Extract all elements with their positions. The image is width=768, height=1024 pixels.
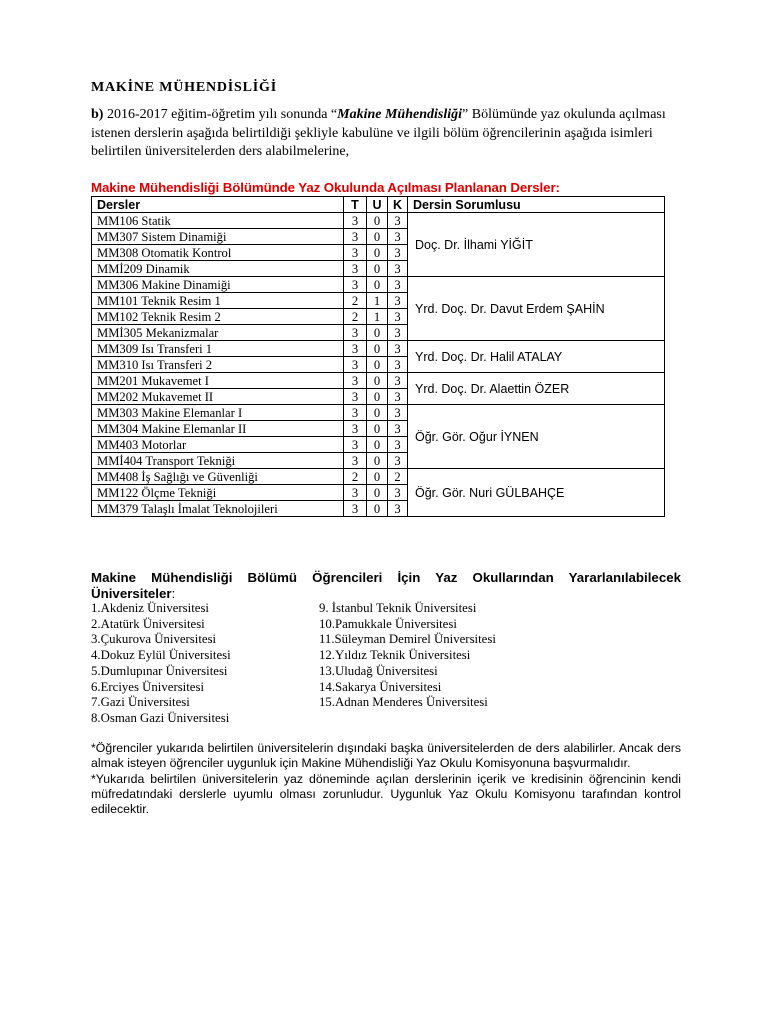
course-t: 3 [344, 229, 367, 245]
document-title: MAKİNE MÜHENDİSLİĞİ [91, 80, 277, 95]
course-u: 0 [367, 437, 388, 453]
list-item: 15.Adnan Menderes Üniversitesi [319, 695, 488, 710]
course-t: 2 [344, 469, 367, 485]
course-t: 3 [344, 357, 367, 373]
list-item: 5.Dumlupınar Üniversitesi [91, 663, 228, 678]
course-u: 0 [367, 341, 388, 357]
universities-heading-colon: : [171, 586, 176, 601]
instructor-cell: Öğr. Gör. Oğur İYNEN [408, 405, 665, 469]
course-name: MM101 Teknik Resim 1 [92, 293, 344, 309]
course-name: MM304 Makine Elemanlar II [92, 421, 344, 437]
course-name: MM202 Mukavemet II [92, 389, 344, 405]
course-name: MM379 Talaşlı İmalat Teknolojileri [92, 501, 344, 517]
header-instructor: Dersin Sorumlusu [408, 197, 665, 213]
course-name: MM309 Isı Transferi 1 [92, 341, 344, 357]
universities-heading-line1: Makine Mühendisliği Bölümü Öğrencileri İçin Yaz Okullarından Yararlanılabilecek [91, 570, 681, 585]
courses-table [91, 196, 665, 517]
course-u: 0 [367, 261, 388, 277]
course-t: 2 [344, 293, 367, 309]
universities-heading-line2 [91, 586, 681, 602]
course-k: 3 [388, 277, 408, 293]
notes-section [91, 741, 681, 817]
course-u: 0 [367, 469, 388, 485]
course-t: 3 [344, 437, 367, 453]
course-t: 3 [344, 341, 367, 357]
course-t: 3 [344, 389, 367, 405]
list-item: 6.Erciyes Üniversitesi [91, 679, 205, 694]
list-item: 1.Akdeniz Üniversitesi [91, 601, 209, 615]
table-row [92, 405, 665, 421]
course-t: 3 [344, 421, 367, 437]
course-u: 0 [367, 325, 388, 341]
course-k: 3 [388, 245, 408, 261]
universities-list-left [91, 601, 231, 727]
course-u: 1 [367, 309, 388, 325]
courses-heading: Makine Mühendisliği Bölümünde Yaz Okulunda Açılması Planlanan Dersler: [91, 180, 560, 195]
course-t: 3 [344, 277, 367, 293]
course-name: MM403 Motorlar [92, 437, 344, 453]
course-t: 3 [344, 213, 367, 229]
note-paragraph: *Öğrenciler yukarıda belirtilen üniversitelerin dışındaki başka üniversitelerden de ders alabilirler. Ancak ders almak isteyen öğrenciler uygunluk için Makine Mühendisliği Yaz Okulu Komisyonuna başvurmalıdır. [91, 741, 681, 771]
course-u: 0 [367, 245, 388, 261]
instructor-cell: Yrd. Doç. Dr. Davut Erdem ŞAHİN [408, 277, 665, 341]
course-t: 3 [344, 405, 367, 421]
course-u: 0 [367, 453, 388, 469]
course-name: MM102 Teknik Resim 2 [92, 309, 344, 325]
course-k: 3 [388, 421, 408, 437]
course-name: MM310 Isı Transferi 2 [92, 357, 344, 373]
intro-emphasis: Makine Mühendisliği [337, 107, 463, 122]
table-row [92, 469, 665, 485]
course-t: 3 [344, 261, 367, 277]
course-t: 3 [344, 485, 367, 501]
course-t: 3 [344, 373, 367, 389]
course-name: MMİ305 Mekanizmalar [92, 325, 344, 341]
course-u: 0 [367, 405, 388, 421]
course-u: 0 [367, 213, 388, 229]
course-k: 3 [388, 293, 408, 309]
instructor-cell: Yrd. Doç. Dr. Alaettin ÖZER [408, 373, 665, 405]
course-k: 3 [388, 309, 408, 325]
course-name: MM306 Makine Dinamiği [92, 277, 344, 293]
table-row [92, 341, 665, 357]
course-k: 3 [388, 325, 408, 341]
table-row [92, 277, 665, 293]
course-t: 2 [344, 309, 367, 325]
course-k: 3 [388, 437, 408, 453]
course-name: MM303 Makine Elemanlar I [92, 405, 344, 421]
list-item: 3.Çukurova Üniversitesi [91, 632, 217, 647]
course-u: 0 [367, 421, 388, 437]
instructor-cell: Doç. Dr. İlhami YİĞİT [408, 213, 665, 277]
course-u: 0 [367, 277, 388, 293]
header-t: T [344, 197, 367, 213]
intro-text-after: ” Bölümünde yaz okulunda açılması istenen derslerin aşağıda belirtildiği şekliyle kabulüne ve ilgili bölüm öğrencilerinin aşağıda isimleri belirtilen üniversitelerden ders alabilmelerine, [91, 107, 666, 159]
course-name: MM106 Statik [92, 213, 344, 229]
course-t: 3 [344, 501, 367, 517]
course-name: MMİ209 Dinamik [92, 261, 344, 277]
list-item: 4.Dokuz Eylül Üniversitesi [91, 648, 231, 663]
list-item: 9. İstanbul Teknik Üniversitesi [319, 601, 477, 615]
course-u: 0 [367, 373, 388, 389]
header-course: Dersler [92, 197, 344, 213]
table-header-row [92, 197, 665, 213]
universities-heading-bold: Üniversiteler [91, 586, 172, 601]
course-k: 3 [388, 341, 408, 357]
header-u: U [367, 197, 388, 213]
list-item: 8.Osman Gazi Üniversitesi [91, 710, 230, 725]
course-k: 2 [388, 469, 408, 485]
universities-heading [91, 570, 681, 602]
course-k: 3 [388, 485, 408, 501]
table-row [92, 213, 665, 229]
universities-list-right [319, 601, 496, 711]
table-row [92, 373, 665, 389]
intro-prefix: b) [91, 107, 104, 122]
course-k: 3 [388, 389, 408, 405]
course-name: MM307 Sistem Dinamiği [92, 229, 344, 245]
course-name: MM122 Ölçme Tekniği [92, 485, 344, 501]
list-item: 2.Atatürk Üniversitesi [91, 616, 205, 631]
list-item: 13.Uludağ Üniversitesi [319, 663, 438, 678]
instructor-cell: Öğr. Gör. Nuri GÜLBAHÇE [408, 469, 665, 517]
intro-paragraph [91, 106, 681, 162]
header-k: K [388, 197, 408, 213]
note-paragraph: *Yukarıda belirtilen üniversitelerin yaz döneminde açılan derslerinin içerik ve kredisinin öğrencinin kendi müfredatındaki derslerle uyumlu olması zorunludur. Uygunluk Yaz Okulu Komisyonu tarafından kontrol edilecektir. [91, 771, 681, 817]
course-k: 3 [388, 357, 408, 373]
instructor-cell: Yrd. Doç. Dr. Halil ATALAY [408, 341, 665, 373]
course-u: 0 [367, 501, 388, 517]
course-t: 3 [344, 245, 367, 261]
course-name: MM308 Otomatik Kontrol [92, 245, 344, 261]
list-item: 7.Gazi Üniversitesi [91, 695, 190, 710]
course-u: 0 [367, 389, 388, 405]
course-u: 0 [367, 229, 388, 245]
course-k: 3 [388, 229, 408, 245]
course-t: 3 [344, 325, 367, 341]
course-u: 0 [367, 485, 388, 501]
course-u: 0 [367, 357, 388, 373]
intro-text-before: 2016-2017 eğitim-öğretim yılı sonunda “ [103, 107, 338, 122]
course-t: 3 [344, 453, 367, 469]
list-item: 11.Süleyman Demirel Üniversitesi [319, 632, 496, 647]
list-item: 14.Sakarya Üniversitesi [319, 679, 442, 694]
course-u: 1 [367, 293, 388, 309]
course-name: MM201 Mukavemet I [92, 373, 344, 389]
list-item: 12.Yıldız Teknik Üniversitesi [319, 648, 471, 663]
course-name: MMİ404 Transport Tekniği [92, 453, 344, 469]
course-k: 3 [388, 405, 408, 421]
course-k: 3 [388, 213, 408, 229]
course-k: 3 [388, 501, 408, 517]
course-name: MM408 İş Sağlığı ve Güvenliği [92, 469, 344, 485]
course-k: 3 [388, 453, 408, 469]
course-k: 3 [388, 261, 408, 277]
course-k: 3 [388, 373, 408, 389]
list-item: 10.Pamukkale Üniversitesi [319, 616, 457, 631]
